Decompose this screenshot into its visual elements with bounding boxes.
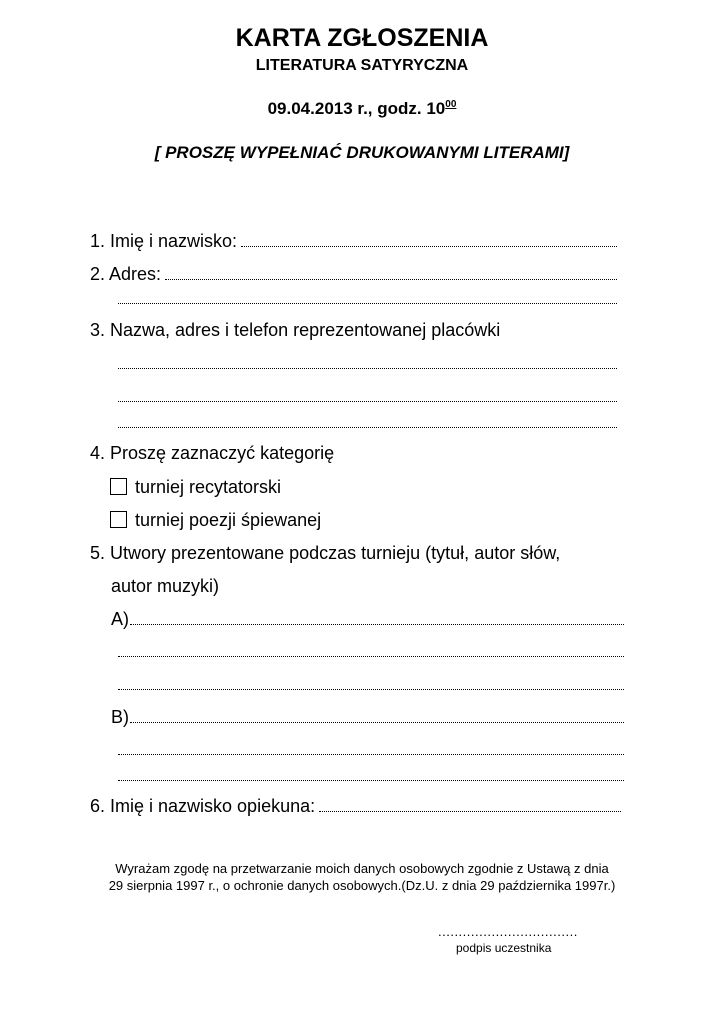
address-field[interactable]	[90, 264, 617, 285]
fill-instruction: [ PROSZĘ WYPEŁNIAĆ DRUKOWANYMI LITERAMI]	[154, 143, 570, 162]
form-title: KARTA ZGŁOSZENIA	[235, 24, 489, 52]
name-field[interactable]	[90, 231, 617, 252]
work-b-fill-line-3[interactable]	[118, 780, 624, 781]
sung-poetry-checkbox[interactable]	[110, 511, 127, 528]
recitation-checkbox[interactable]	[110, 478, 127, 495]
name-label: 1. Imię i nazwisko:	[90, 231, 238, 251]
form-subtitle: LITERATURA SATYRYCZNA	[255, 57, 469, 74]
guardian-fill-line[interactable]	[319, 811, 621, 812]
work-b-field[interactable]	[111, 707, 624, 728]
work-a-field[interactable]	[111, 609, 624, 630]
address-label: 2. Adres:	[90, 264, 162, 284]
work-a-fill-line-2[interactable]	[118, 656, 624, 657]
institution-fill-line-2[interactable]	[118, 401, 617, 402]
address-fill-line-2[interactable]	[118, 303, 617, 304]
work-a-label: A)	[111, 609, 129, 629]
category-option-sung-poetry[interactable]	[110, 510, 321, 531]
works-label-line1: 5. Utwory prezentowane podczas turnieju (tytuł, autor słów,	[90, 543, 561, 563]
guardian-field[interactable]	[90, 796, 621, 817]
institution-fill-line-1[interactable]	[118, 368, 617, 369]
institution-fill-line-3[interactable]	[118, 427, 617, 428]
category-label: 4. Proszę zaznaczyć kategorię	[90, 443, 335, 463]
name-fill-line[interactable]	[241, 246, 617, 247]
category-option-recitation[interactable]	[110, 477, 281, 498]
address-fill-line[interactable]	[165, 279, 617, 280]
work-a-fill-line-3[interactable]	[118, 689, 624, 690]
event-date	[0, 99, 724, 119]
work-b-fill-line-2[interactable]	[118, 754, 624, 755]
work-a-fill-line[interactable]	[130, 624, 624, 625]
work-b-label: B)	[111, 707, 129, 727]
sung-poetry-label: turniej poezji śpiewanej	[135, 510, 322, 530]
guardian-label: 6. Imię i nazwisko opiekuna:	[90, 796, 316, 816]
consent-line-1: Wyrażam zgodę na przetwarzanie moich danych osobowych zgodnie z Ustawą z dnia	[115, 861, 609, 876]
signature-label: podpis uczestnika	[456, 941, 552, 955]
event-date-text: 09.04.2013 r., godz. 10	[267, 99, 446, 118]
recitation-label: turniej recytatorski	[135, 477, 282, 497]
work-b-fill-line[interactable]	[130, 722, 624, 723]
signature-line[interactable]: ..................................	[438, 924, 578, 939]
institution-label: 3. Nazwa, adres i telefon reprezentowanej placówki	[90, 320, 501, 340]
works-label-line2: autor muzyki)	[111, 576, 220, 596]
consent-line-2: 29 sierpnia 1997 r., o ochronie danych osobowych.(Dz.U. z dnia 29 października 1997r.)	[108, 878, 616, 893]
event-time-superscript: 00	[445, 99, 457, 110]
